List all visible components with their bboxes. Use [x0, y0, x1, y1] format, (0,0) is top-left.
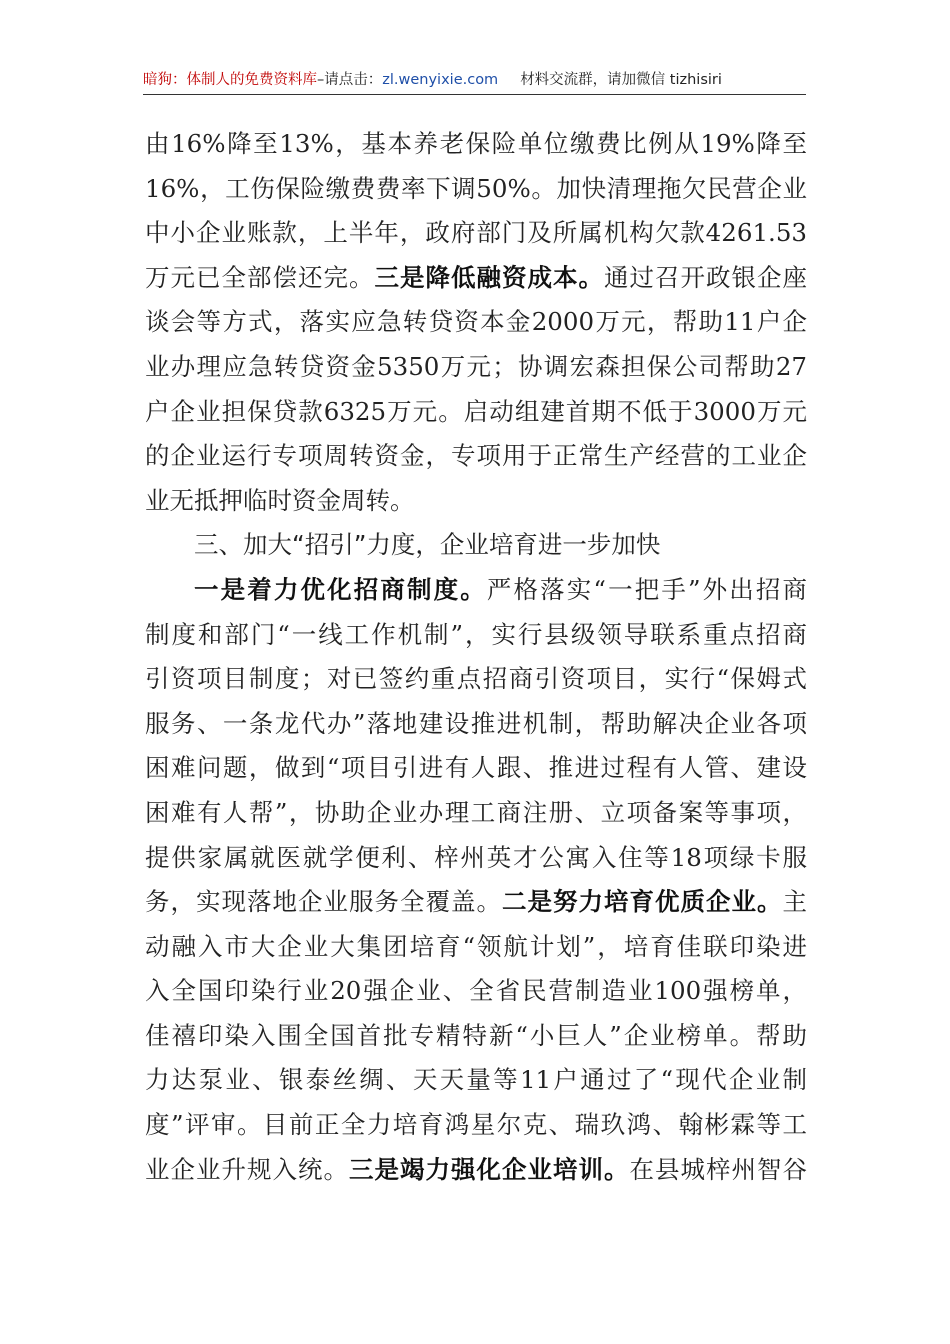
bold-lead-phrase: 一是着力优化招商制度。	[194, 574, 487, 604]
paragraph-2	[145, 568, 807, 1192]
header-group-note: 材料交流群，请加微信 tizhisiri	[520, 72, 722, 88]
text-line: 提供家属就医就学便利、梓州英才公寓入住等18项绿卡服	[145, 842, 807, 872]
text-line: 服务、一条龙代办”落地建设推进机制，帮助解决企业各项	[145, 708, 807, 738]
text-line	[145, 880, 807, 925]
text-line: 度”评审。目前正全力培育鸿星尔克、瑞玖鸿、翰彬霖等工	[145, 1110, 807, 1140]
text-line: 业办理应急转贷资金5350万元；协调宏森担保公司帮助27	[145, 351, 807, 381]
text-line: 中小企业账款，上半年，政府部门及所属机构欠款4261.53	[145, 218, 807, 248]
section-heading: 三、加大“招引”力度，企业培育进一步加快	[194, 530, 661, 560]
header-brand: 暗狗：体制人的免费资料库	[143, 72, 317, 88]
text-run: 通过召开政银企座	[604, 262, 807, 292]
text-line: 困难问题，做到“项目引进有人跟、推进过程有人管、建设	[145, 753, 807, 783]
text-line: 引资项目制度；对已签约重点招商引资项目，实行“保姆式	[145, 664, 807, 694]
header-url-link[interactable]: zl.wenyixie.com	[382, 72, 499, 88]
text-line: 制度和部门“一线工作机制”，实行县级领导联系重点招商	[145, 619, 807, 649]
text-run: 业企业升规入统。	[145, 1154, 349, 1184]
text-run: 务，实现落地企业服务全覆盖。	[145, 887, 502, 917]
page-header	[143, 66, 806, 95]
text-line	[145, 256, 807, 301]
text-line: 户企业担保贷款6325万元。启动组建首期不低于3000万元	[145, 396, 807, 426]
text-run: 严格落实“一把手”外出招商	[486, 574, 807, 604]
text-line: 业无抵押临时资金周转。	[145, 485, 415, 515]
header-click-prefix: –请点击：	[317, 72, 383, 88]
text-line: 佳禧印染入围全国首批专精特新“小巨人”企业榜单。帮助	[145, 1020, 807, 1050]
bold-lead-phrase: 三是竭力强化企业培训。	[349, 1154, 630, 1184]
text-line: 困难有人帮”，协助企业办理工商注册、立项备案等事项，	[145, 797, 807, 827]
text-line	[145, 1148, 807, 1193]
text-run: 在县城梓州智谷	[629, 1154, 807, 1184]
text-run: 主	[782, 887, 807, 917]
text-line: 谈会等方式，落实应急转贷资本金2000万元，帮助11户企	[145, 307, 807, 337]
section-heading-block	[145, 523, 807, 568]
text-line: 力达泵业、银泰丝绸、天天量等11户通过了“现代企业制	[145, 1065, 807, 1095]
text-line: 动融入市大企业大集团培育“领航计划”，培育佳联印染进	[145, 931, 807, 961]
text-line: 的企业运行专项周转资金，专项用于正常生产经营的工业企	[145, 441, 807, 471]
document-body	[145, 122, 807, 1192]
text-line: 由16%降至13%，基本养老保险单位缴费比例从19%降至	[145, 129, 807, 158]
text-line: 16%，工伤保险缴费费率下调50%。加快清理拖欠民营企业	[145, 173, 807, 203]
text-run: 万元已全部偿还完。	[145, 262, 375, 292]
paragraph-1	[145, 122, 807, 523]
bold-lead-phrase: 三是降低融资成本。	[374, 262, 604, 292]
bold-lead-phrase: 二是努力培育优质企业。	[502, 887, 783, 917]
text-line: 入全国印染行业20强企业、全省民营制造业100强榜单，	[145, 976, 807, 1006]
text-line	[145, 568, 807, 613]
